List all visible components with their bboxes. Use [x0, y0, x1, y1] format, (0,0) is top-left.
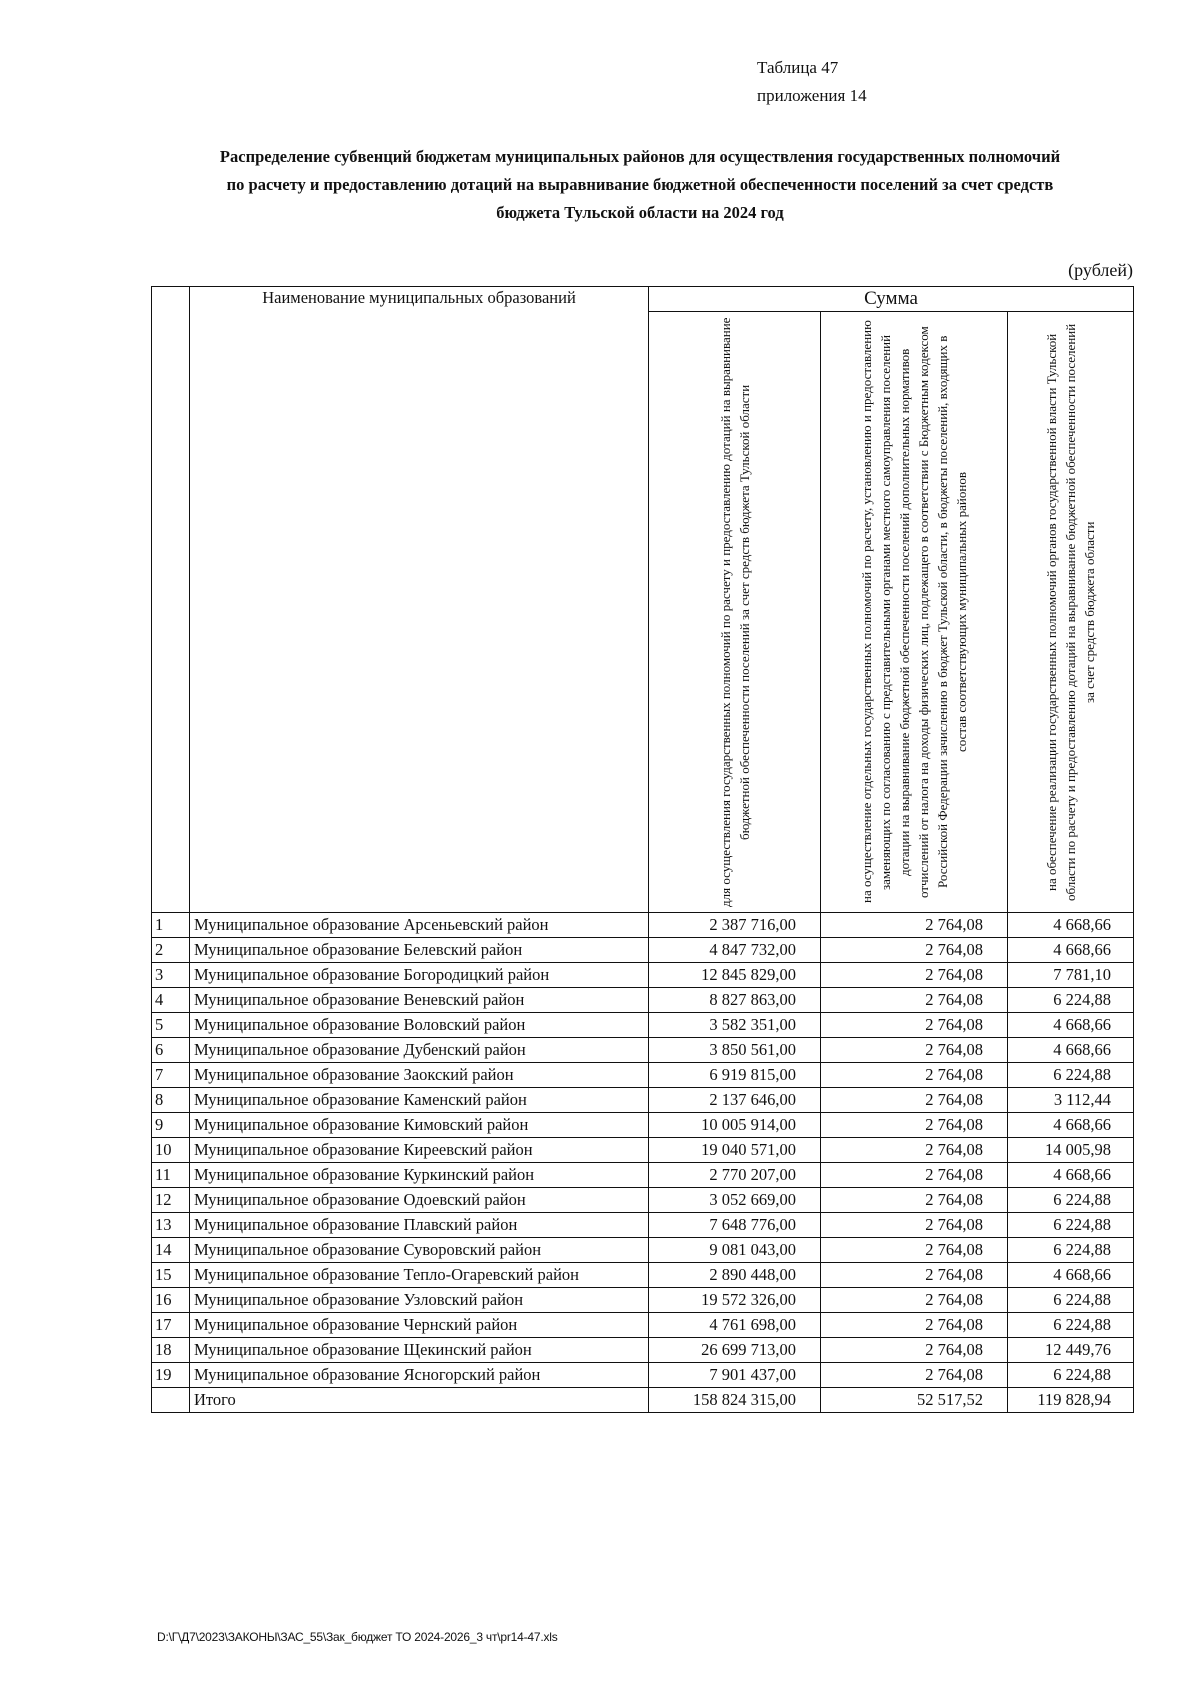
header-col2-cell [821, 312, 1008, 913]
row-value-2: 2 764,08 [821, 1063, 1008, 1088]
row-number: 18 [152, 1338, 190, 1363]
row-number: 1 [152, 913, 190, 938]
table-row [152, 1213, 1134, 1238]
row-value-2: 2 764,08 [821, 1013, 1008, 1038]
row-name: Муниципальное образование Куркинский район [190, 1163, 649, 1188]
row-value-1: 19 040 571,00 [649, 1138, 821, 1163]
header-col3-label: на обеспечение реализации государственных полномочий органов государственной власти Тульской области по расчету и предоставлению дотаций на выравнивание бюджетной обеспеченности поселений за счет средств бюджета области [1044, 323, 1097, 901]
row-value-3: 4 668,66 [1008, 1263, 1134, 1288]
header-name-label: Наименование муниципальных образований [262, 288, 576, 307]
row-value-1: 3 052 669,00 [649, 1188, 821, 1213]
row-number: 19 [152, 1363, 190, 1388]
row-name: Муниципальное образование Щекинский район [190, 1338, 649, 1363]
row-name: Муниципальное образование Воловский район [190, 1013, 649, 1038]
appendix-label: приложения 14 [757, 86, 867, 105]
table-row [152, 963, 1134, 988]
header-col2-label: на осуществление отдельных государственных полномочий по расчету, установлению и предоставлению заменяющих по согласованию с представительными органами местного самоуправления поселений дотации на выравнивание бюджетной обеспеченности поселений дополнительных нормативов отчислений от налога на доходы физических лиц, подлежащего в соответствии с Бюджетным кодексом Российской Федерации зачислению в бюджет Тульской области, в бюджеты поселений, входящих в состав соответствующих муниципальных районов [859, 320, 969, 904]
row-value-1: 2 890 448,00 [649, 1263, 821, 1288]
row-value-1: 12 845 829,00 [649, 963, 821, 988]
row-name: Муниципальное образование Плавский район [190, 1213, 649, 1238]
row-value-3: 4 668,66 [1008, 1163, 1134, 1188]
row-value-3: 14 005,98 [1008, 1138, 1134, 1163]
row-value-2: 2 764,08 [821, 1263, 1008, 1288]
title-line-2: по расчету и предоставлению дотаций на выравнивание бюджетной обеспеченности поселений за счет средств [226, 175, 1054, 194]
table-row [152, 1013, 1134, 1038]
unit-label: (рублей) [1068, 260, 1133, 280]
table-row [152, 938, 1134, 963]
row-value-3: 6 224,88 [1008, 1213, 1134, 1238]
row-value-2: 2 764,08 [821, 1363, 1008, 1388]
row-number: 13 [152, 1213, 190, 1238]
row-value-1: 4 847 732,00 [649, 938, 821, 963]
row-value-1: 7 901 437,00 [649, 1363, 821, 1388]
row-value-3: 6 224,88 [1008, 1238, 1134, 1263]
row-number: 16 [152, 1288, 190, 1313]
row-number: 8 [152, 1088, 190, 1113]
table-header [152, 287, 1134, 913]
table-row [152, 1113, 1134, 1138]
table-row [152, 1338, 1134, 1363]
row-name: Муниципальное образование Ясногорский район [190, 1363, 649, 1388]
row-value-1: 2 770 207,00 [649, 1163, 821, 1188]
row-value-3: 6 224,88 [1008, 1313, 1134, 1338]
table-row [152, 1238, 1134, 1263]
total-label: Итого [190, 1388, 649, 1413]
table-row [152, 1313, 1134, 1338]
table-row [152, 1038, 1134, 1063]
table-row [152, 1063, 1134, 1088]
row-name: Муниципальное образование Арсеньевский район [190, 913, 649, 938]
table-row [152, 1288, 1134, 1313]
row-value-2: 2 764,08 [821, 1038, 1008, 1063]
total-value-2: 52 517,52 [821, 1388, 1008, 1413]
header-sum-cell [649, 287, 1134, 312]
header-col1-label: для осуществления государственных полномочий по расчету и предоставлению дотаций на выравнивание бюджетной обеспеченности поселений за счет средств бюджета Тульской области [717, 317, 752, 907]
table-row [152, 1263, 1134, 1288]
row-value-2: 2 764,08 [821, 1163, 1008, 1188]
row-name: Муниципальное образование Суворовский район [190, 1238, 649, 1263]
row-name: Муниципальное образование Одоевский район [190, 1188, 649, 1213]
total-value-1: 158 824 315,00 [649, 1388, 821, 1413]
row-value-1: 4 761 698,00 [649, 1313, 821, 1338]
row-number: 3 [152, 963, 190, 988]
row-value-3: 6 224,88 [1008, 988, 1134, 1013]
row-value-2: 2 764,08 [821, 1338, 1008, 1363]
header-col3-cell [1008, 312, 1134, 913]
row-value-2: 2 764,08 [821, 1188, 1008, 1213]
file-path: D:\Г\Д7\2023\ЗАКОНЫ\ЗАС_55\Зак_бюджет ТО 2024-2026_3 чт\pr14-47.xls [157, 1630, 558, 1644]
row-value-2: 2 764,08 [821, 1313, 1008, 1338]
document-title [150, 143, 1130, 227]
row-number: 7 [152, 1063, 190, 1088]
row-number: 6 [152, 1038, 190, 1063]
title-line-1: Распределение субвенций бюджетам муниципальных районов для осуществления государственных полномочий [219, 147, 1061, 166]
row-value-3: 7 781,10 [1008, 963, 1134, 988]
table-row [152, 1363, 1134, 1388]
row-name: Муниципальное образование Белевский район [190, 938, 649, 963]
row-number: 10 [152, 1138, 190, 1163]
subventions-table [151, 286, 1134, 1413]
row-value-2: 2 764,08 [821, 1213, 1008, 1238]
row-number: 11 [152, 1163, 190, 1188]
row-value-2: 2 764,08 [821, 1088, 1008, 1113]
table-reference [757, 54, 867, 110]
row-name: Муниципальное образование Каменский район [190, 1088, 649, 1113]
total-number-cell [152, 1388, 190, 1413]
table-row [152, 1088, 1134, 1113]
row-number: 4 [152, 988, 190, 1013]
row-value-3: 4 668,66 [1008, 938, 1134, 963]
row-value-2: 2 764,08 [821, 1138, 1008, 1163]
row-value-2: 2 764,08 [821, 963, 1008, 988]
header-num-cell [152, 287, 190, 913]
row-value-1: 2 387 716,00 [649, 913, 821, 938]
header-sum-label: Сумма [864, 288, 918, 309]
row-value-1: 2 137 646,00 [649, 1088, 821, 1113]
row-value-1: 26 699 713,00 [649, 1338, 821, 1363]
row-number: 9 [152, 1113, 190, 1138]
row-number: 5 [152, 1013, 190, 1038]
row-name: Муниципальное образование Узловский район [190, 1288, 649, 1313]
row-value-1: 19 572 326,00 [649, 1288, 821, 1313]
row-name: Муниципальное образование Кимовский район [190, 1113, 649, 1138]
row-value-3: 6 224,88 [1008, 1288, 1134, 1313]
row-number: 2 [152, 938, 190, 963]
row-value-3: 4 668,66 [1008, 1113, 1134, 1138]
row-value-2: 2 764,08 [821, 913, 1008, 938]
header-name-cell [190, 287, 649, 913]
table-row [152, 913, 1134, 938]
row-value-3: 12 449,76 [1008, 1338, 1134, 1363]
row-name: Муниципальное образование Чернский район [190, 1313, 649, 1338]
total-value-3: 119 828,94 [1008, 1388, 1134, 1413]
row-value-2: 2 764,08 [821, 988, 1008, 1013]
row-value-3: 4 668,66 [1008, 913, 1134, 938]
row-number: 12 [152, 1188, 190, 1213]
row-value-2: 2 764,08 [821, 1238, 1008, 1263]
row-value-3: 6 224,88 [1008, 1188, 1134, 1213]
row-value-1: 3 850 561,00 [649, 1038, 821, 1063]
header-col1-cell [649, 312, 821, 913]
row-name: Муниципальное образование Богородицкий район [190, 963, 649, 988]
row-name: Муниципальное образование Заокский район [190, 1063, 649, 1088]
row-value-3: 6 224,88 [1008, 1363, 1134, 1388]
row-value-3: 6 224,88 [1008, 1063, 1134, 1088]
row-value-1: 7 648 776,00 [649, 1213, 821, 1238]
row-name: Муниципальное образование Киреевский район [190, 1138, 649, 1163]
table-row [152, 988, 1134, 1013]
row-value-1: 3 582 351,00 [649, 1013, 821, 1038]
row-number: 15 [152, 1263, 190, 1288]
row-name: Муниципальное образование Тепло-Огаревский район [190, 1263, 649, 1288]
row-value-2: 2 764,08 [821, 1113, 1008, 1138]
row-value-1: 10 005 914,00 [649, 1113, 821, 1138]
row-value-3: 4 668,66 [1008, 1013, 1134, 1038]
row-value-3: 3 112,44 [1008, 1088, 1134, 1113]
row-name: Муниципальное образование Дубенский район [190, 1038, 649, 1063]
row-value-2: 2 764,08 [821, 938, 1008, 963]
total-row [152, 1388, 1134, 1413]
row-value-2: 2 764,08 [821, 1288, 1008, 1313]
row-value-1: 9 081 043,00 [649, 1238, 821, 1263]
row-value-1: 6 919 815,00 [649, 1063, 821, 1088]
table-body [152, 913, 1134, 1413]
row-value-1: 8 827 863,00 [649, 988, 821, 1013]
table-row [152, 1163, 1134, 1188]
table-row [152, 1138, 1134, 1163]
title-line-3: бюджета Тульской области на 2024 год [496, 203, 784, 222]
row-value-3: 4 668,66 [1008, 1038, 1134, 1063]
row-number: 17 [152, 1313, 190, 1338]
row-number: 14 [152, 1238, 190, 1263]
table-row [152, 1188, 1134, 1213]
table-label: Таблица 47 [757, 58, 839, 77]
row-name: Муниципальное образование Веневский район [190, 988, 649, 1013]
